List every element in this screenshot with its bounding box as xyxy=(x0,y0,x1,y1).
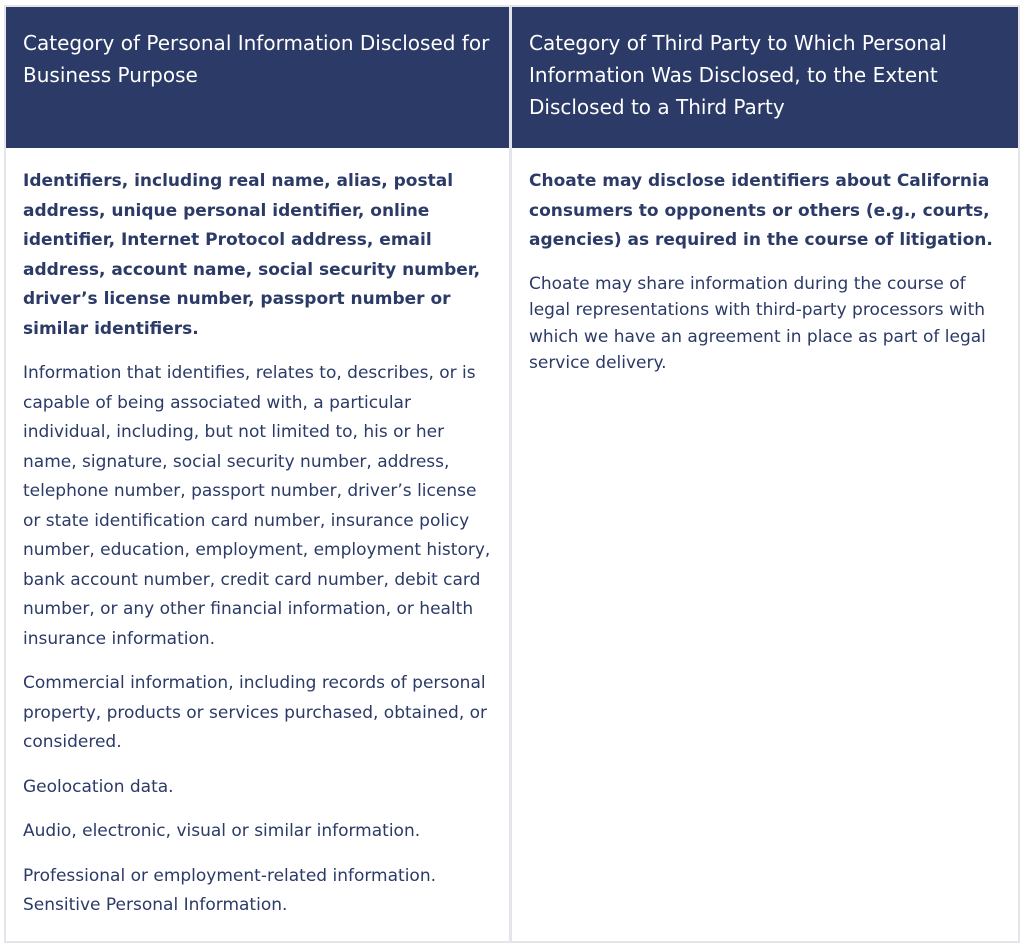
audio-paragraph: Audio, electronic, visual or similar information. xyxy=(23,821,421,841)
cell-third-party xyxy=(512,148,1018,941)
column-personal-information xyxy=(6,7,512,941)
header-third-party: Category of Third Party to Which Personal Information Was Disclosed, to the Extent Disclosed to a Third Party xyxy=(512,7,1018,148)
commercial-paragraph: Commercial information, including records of personal property, products or services purchased, obtained, or considered. xyxy=(23,673,488,752)
information-paragraph: Information that identifies, relates to, describes, or is capable of being associated with, a particular individual, including, but not limited to, his or her name, signature, social security number, address, telephone number, passport number, driver’s license or state identification card number, insurance policy number, education, employment, employment history, bank account number, credit card number, debit card number, or any other financial information, or health insurance information. xyxy=(23,363,491,649)
litigation-paragraph: Choate may disclose identifiers about California consumers to opponents or others (e.g., courts, agencies) as required in the course of litigation. xyxy=(529,171,993,250)
column-third-party xyxy=(512,7,1018,941)
processors-paragraph: Choate may share information during the course of legal representations with third-party processors with which we have an agreement in place as part of legal service delivery. xyxy=(529,273,986,373)
cell-personal-information xyxy=(6,148,509,941)
header-personal-information: Category of Personal Information Disclosed for Business Purpose xyxy=(6,7,509,148)
identifiers-paragraph: Identifiers, including real name, alias, postal address, unique personal identifier, online identifier, Internet Protocol address, email address, account name, social security number, driver’s license number, passport number or similar identifiers. xyxy=(23,171,481,339)
professional-paragraph: Professional or employment-related information. xyxy=(23,865,437,886)
geolocation-paragraph: Geolocation data. xyxy=(23,776,174,797)
sensitive-paragraph: Sensitive Personal Information. xyxy=(23,895,288,915)
disclosure-table xyxy=(4,5,1020,943)
